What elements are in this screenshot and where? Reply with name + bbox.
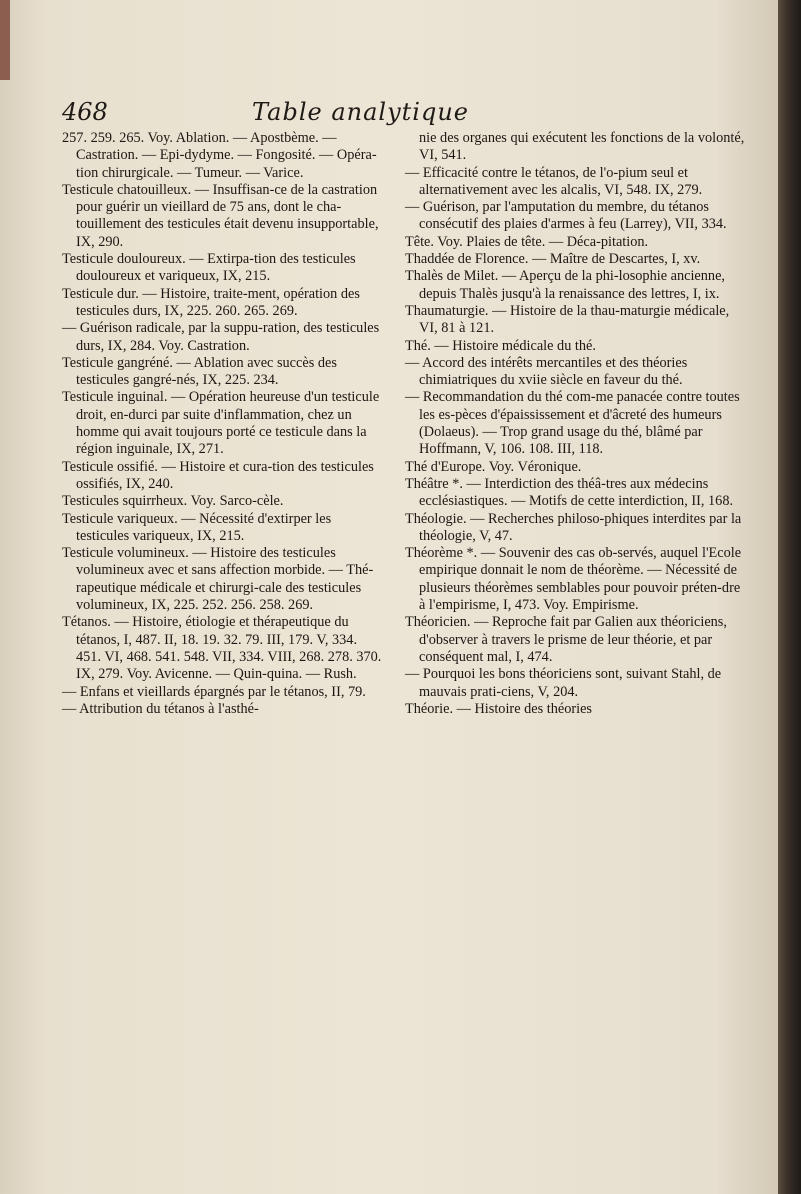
index-entry: Thaumaturgie. — Histoire de la thau-maturgie médicale, VI, 81 à 121.	[405, 302, 730, 337]
index-entry: Testicule variqueux. — Nécessité d'extirper les testicules variqueux, IX, 215.	[62, 510, 332, 544]
index-entry: Thé d'Europe. Voy. Véronique.	[405, 458, 582, 475]
index-entry: Testicule douloureux. — Extirpa-tion des testicules douloureux et variqueux, IX, 215.	[62, 251, 356, 285]
index-entry: — Enfans et vieillards épargnés par le tétanos, II, 79.	[62, 683, 366, 700]
index-entry: Tétanos. — Histoire, étiologie et thérapeutique du tétanos, I, 487. II, 18. 19. 32. 79. III, 179. V, 334. 451. VI, 468. 541. 548. VII, 334. VIII, 268. 278. 370. IX, 279. Voy. Avicenne. — Quin-quina. — Rush.	[62, 614, 382, 683]
index-entry: Thalès de Milet. — Aperçu de la phi-losophie ancienne, depuis Thalès jusqu'à la renaissance des lettres, I, ix.	[405, 268, 725, 302]
index-entry: Théorie. — Histoire des théories	[405, 700, 592, 717]
index-entry: Testicules squirrheux. Voy. Sarco-cèle.	[62, 493, 284, 510]
index-entry: Théoricien. — Reproche fait par Galien aux théoriciens, d'observer à travers le prisme de leur théorie, et par conséquent mal, I, 474.	[405, 614, 727, 665]
index-entry: Thé. — Histoire médicale du thé.	[405, 337, 596, 354]
index-entry: — Recommandation du thé com-me panacée contre toutes les es-pèces d'épaississement et d'âcreté des humeurs (Dolaeus). — Trop grand usage du thé, blâmé par Hoffmann, V, 106. 108. III, 118.	[405, 389, 740, 458]
index-entry: Théorème *. — Souvenir des cas ob-servés, auquel l'Ecole empirique donnait le nom de théorème. — Nécessité de plusieurs théorèmes semblables pour pouvoir préten-dre à l'empirisme, I, 473. Voy. Empirisme.	[405, 545, 742, 614]
book-binding-edge	[778, 0, 801, 1194]
page-number: 468	[62, 98, 108, 126]
index-entry: Testicule chatouilleux. — Insuffisan-ce de la castration pour guérir un vieillard de 75 ans, dont le cha-touillement des testicules était devenu insupportable, IX, 290.	[62, 181, 379, 250]
index-entry: — Accord des intérêts mercantiles et des théories chimiatriques du xviie siècle en faveur du thé.	[405, 354, 688, 389]
page-edge-stain	[0, 0, 10, 80]
index-entry: Testicule ossifié. — Histoire et cura-tion des testicules ossifiés, IX, 240.	[62, 458, 374, 492]
index-entry: nie des organes qui exécutent les fonctions de la volonté, VI, 541.	[419, 130, 745, 164]
page-header	[62, 98, 762, 130]
index-entry: — Pourquoi les bons théoriciens sont, suivant Stahl, de mauvais prati-ciens, V, 204.	[405, 666, 722, 700]
index-entry: Testicule gangréné. — Ablation avec succès des testicules gangré-nés, IX, 225. 234.	[62, 354, 337, 389]
index-entry: — Efficacité contre le tétanos, de l'o-pium seul et alternativement avec les alcalis, VI, 548. IX, 279.	[405, 164, 703, 198]
index-entry: — Guérison radicale, par la suppu-ration, des testicules durs, IX, 284. Voy. Castration.	[62, 320, 380, 354]
index-entry: Testicule volumineux. — Histoire des testicules volumineux avec et sans affection morbide. — Thé-rapeutique médicale et chirurgi-cale des testicules volumineux, IX, 225. 252. 256. 258. 269.	[62, 545, 374, 614]
index-entry: — Attribution du tétanos à l'asthé-	[62, 700, 259, 717]
index-column-right	[405, 130, 750, 718]
index-entry: Thaddée de Florence. — Maître de Descartes, I, xv.	[405, 251, 701, 268]
index-column-left	[62, 130, 382, 718]
index-entry: 257. 259. 265. Voy. Ablation. — Apostbème. — Castration. — Epi-dydyme. — Fongosité. — Opéra-tion chirurgicale. — Tumeur. — Varice.	[62, 130, 377, 181]
index-entry: Testicule inguinal. — Opération heureuse d'un testicule droit, en-durci par suite d'inflammation, chez un homme qui avait toujours porté ce testicule dans la région inguinale, IX, 271.	[62, 389, 380, 458]
index-entry: Théâtre *. — Interdiction des théâ-tres aux médecins ecclésiastiques. — Motifs de cette interdiction, II, 168.	[405, 475, 734, 510]
index-entry: Testicule dur. — Histoire, traite-ment, opération des testicules durs, IX, 225. 260. 265. 269.	[62, 285, 360, 319]
index-entry: Tête. Voy. Plaies de tête. — Déca-pitation.	[405, 233, 649, 250]
index-entry: Théologie. — Recherches philoso-phiques interdites par la théologie, V, 47.	[405, 510, 742, 544]
index-entry: — Guérison, par l'amputation du membre, du tétanos consécutif des plaies d'armes à feu (Larrey), VII, 334.	[405, 199, 727, 233]
running-title: Table analytique	[252, 98, 469, 126]
